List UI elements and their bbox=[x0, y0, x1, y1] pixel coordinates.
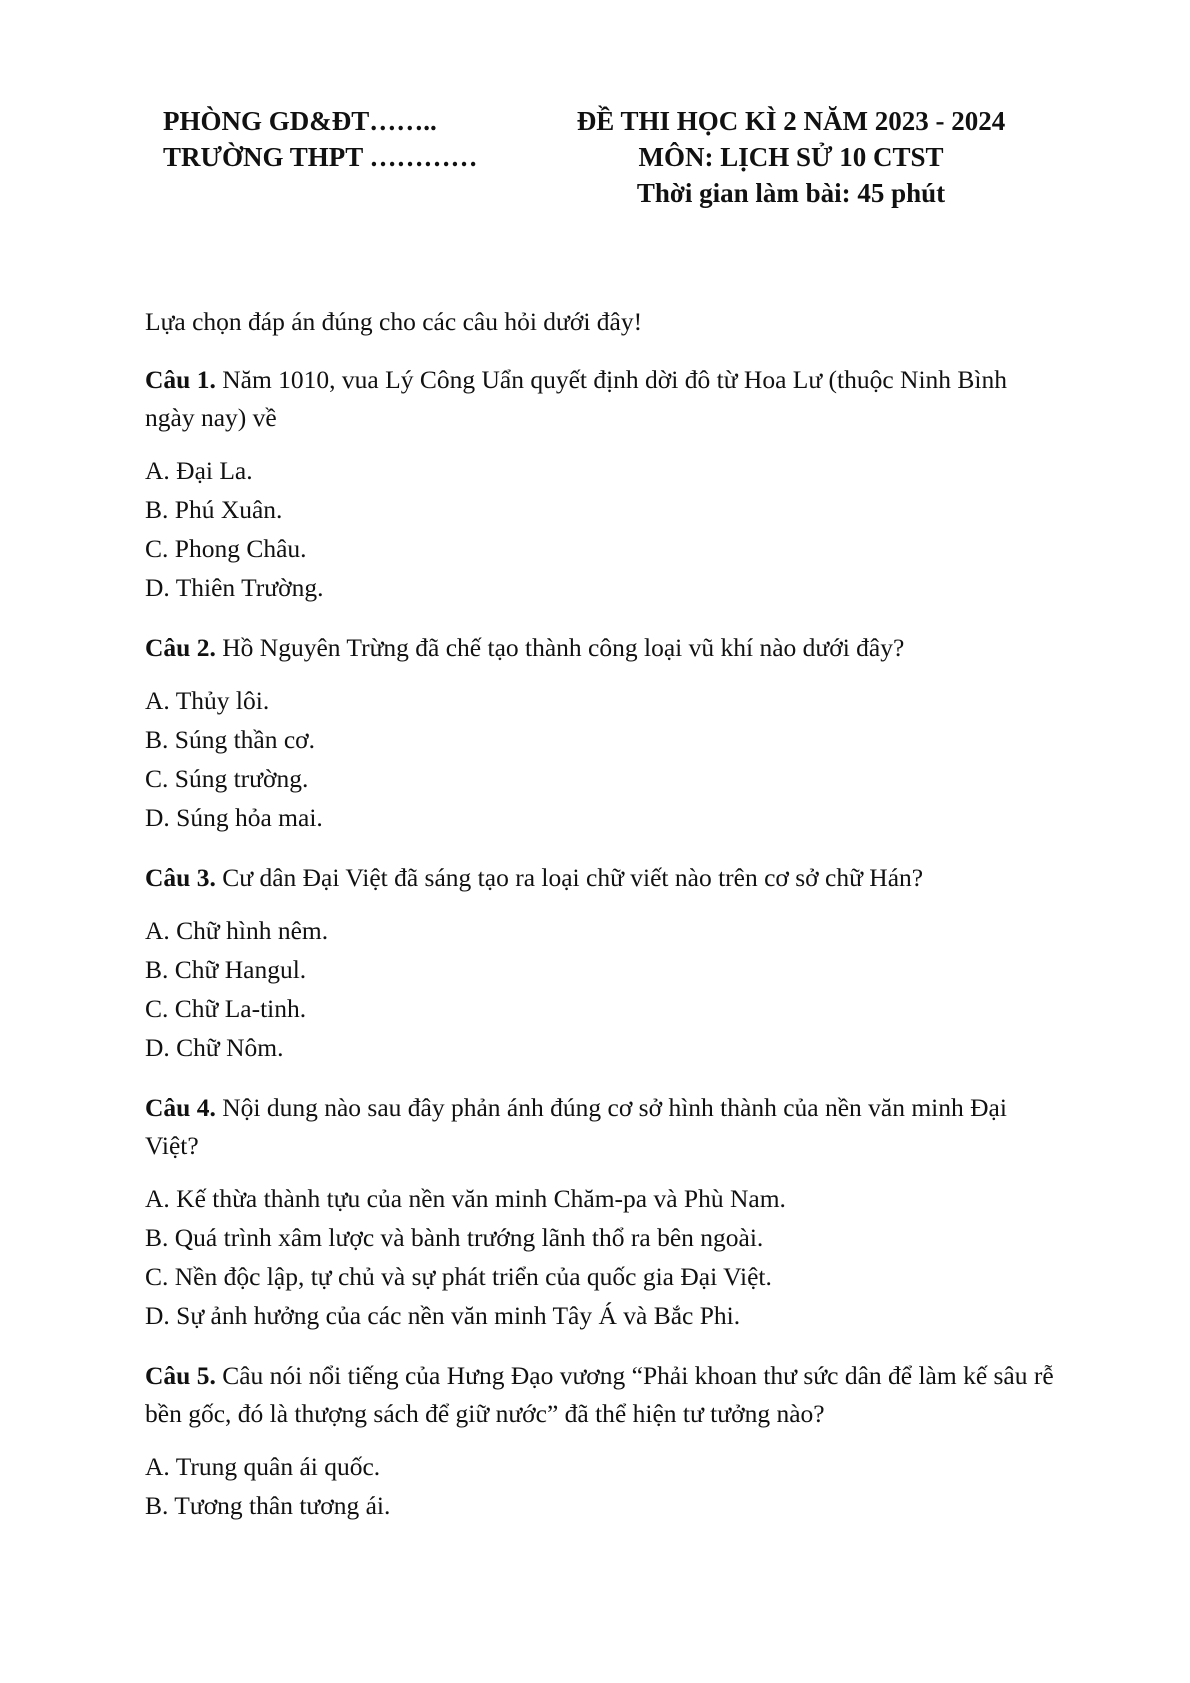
question-label: Câu 5. bbox=[145, 1361, 216, 1390]
department-name: PHÒNG GD&ĐT…….. bbox=[163, 106, 437, 136]
answer-option: D. Súng hỏa mai. bbox=[145, 803, 323, 832]
school-name: TRƯỜNG THPT ………… bbox=[163, 142, 478, 172]
answer-option: C. Chữ La-tinh. bbox=[145, 994, 307, 1023]
answer-option: C. Súng trường. bbox=[145, 764, 309, 793]
exam-subject: MÔN: LỊCH SỬ 10 CTST bbox=[638, 142, 944, 172]
question-3 bbox=[145, 859, 1055, 897]
question-text: Năm 1010, vua Lý Công Uẩn quyết định dời đô từ Hoa Lư (thuộc Ninh Bình ngày nay) về bbox=[145, 365, 1014, 432]
answer-option: B. Quá trình xâm lược và bành trướng lãnh thổ ra bên ngoài. bbox=[145, 1223, 764, 1252]
answer-option: A. Đại La. bbox=[145, 456, 253, 485]
answer-option: A. Chữ hình nêm. bbox=[145, 916, 329, 945]
question-4 bbox=[145, 1089, 1055, 1165]
question-text: Nội dung nào sau đây phản ánh đúng cơ sở hình thành của nền văn minh Đại Việt? bbox=[145, 1093, 1013, 1160]
answer-option: B. Súng thần cơ. bbox=[145, 725, 316, 754]
answer-option: B. Tương thân tương ái. bbox=[145, 1491, 391, 1520]
answer-list bbox=[145, 911, 1055, 1067]
exam-info bbox=[561, 103, 1021, 211]
exam-body bbox=[145, 303, 1061, 1547]
question-label: Câu 1. bbox=[145, 365, 216, 394]
question-2 bbox=[145, 629, 1055, 667]
exam-duration: Thời gian làm bài: 45 phút bbox=[636, 178, 946, 208]
question-text: Cư dân Đại Việt đã sáng tạo ra loại chữ viết nào trên cơ sở chữ Hán? bbox=[215, 863, 924, 892]
exam-header bbox=[163, 103, 1010, 223]
answer-option: B. Phú Xuân. bbox=[145, 495, 283, 524]
question-1 bbox=[145, 361, 1055, 437]
answer-option: D. Thiên Trường. bbox=[145, 573, 324, 602]
question-list bbox=[145, 361, 1061, 1525]
school-info bbox=[163, 103, 478, 175]
answer-option: D. Sự ảnh hưởng của các nền văn minh Tây Á và Bắc Phi. bbox=[145, 1301, 741, 1330]
instructions: Lựa chọn đáp án đúng cho các câu hỏi dưới đây! bbox=[145, 307, 643, 336]
answer-list bbox=[145, 681, 1055, 837]
answer-list bbox=[145, 1179, 1055, 1335]
question-label: Câu 3. bbox=[145, 863, 216, 892]
question-text: Hồ Nguyên Trừng đã chế tạo thành công loại vũ khí nào dưới đây? bbox=[215, 633, 905, 662]
question-label: Câu 2. bbox=[145, 633, 216, 662]
question-text: Câu nói nổi tiếng của Hưng Đạo vương “Phải khoan thư sức dân để làm kế sâu rễ bền gốc, đó là thượng sách để giữ nước” đã thể hiện tư tưởng nào? bbox=[145, 1361, 1061, 1428]
answer-option: C. Nền độc lập, tự chủ và sự phát triển của quốc gia Đại Việt. bbox=[145, 1262, 772, 1291]
question-label: Câu 4. bbox=[145, 1093, 216, 1122]
answer-list bbox=[145, 451, 1055, 607]
answer-option: B. Chữ Hangul. bbox=[145, 955, 307, 984]
answer-list bbox=[145, 1447, 1055, 1525]
answer-option: A. Thủy lôi. bbox=[145, 686, 270, 715]
answer-option: A. Kế thừa thành tựu của nền văn minh Chăm-pa và Phù Nam. bbox=[145, 1184, 786, 1213]
question-5 bbox=[145, 1357, 1061, 1433]
answer-option: A. Trung quân ái quốc. bbox=[145, 1452, 381, 1481]
exam-title: ĐỀ THI HỌC KÌ 2 NĂM 2023 - 2024 bbox=[576, 106, 1006, 136]
answer-option: C. Phong Châu. bbox=[145, 534, 307, 563]
answer-option: D. Chữ Nôm. bbox=[145, 1033, 284, 1062]
